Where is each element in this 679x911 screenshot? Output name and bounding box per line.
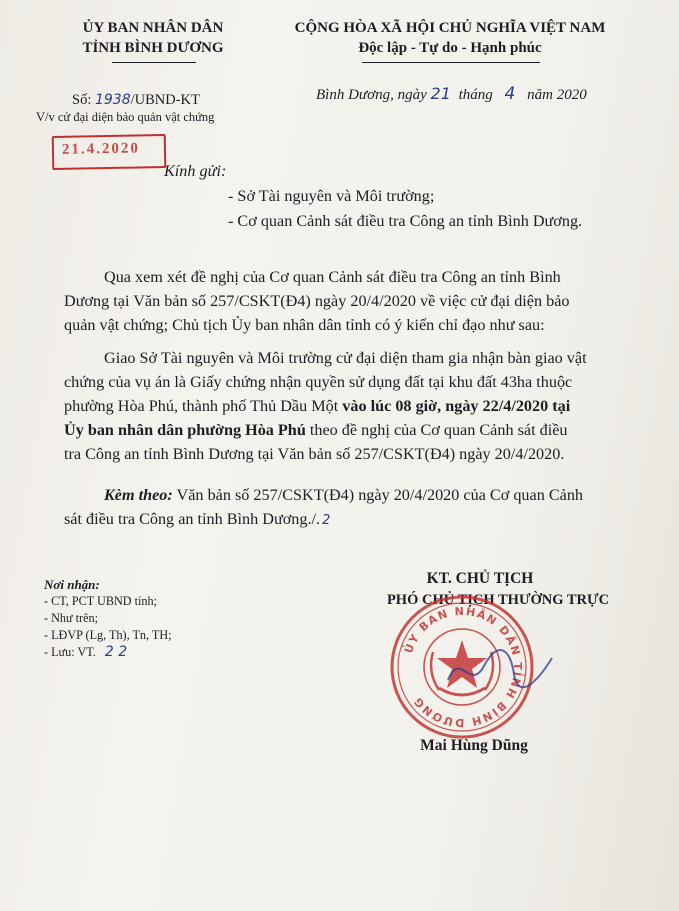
- distribution-list: [44, 576, 172, 661]
- recipient-to-1: - Sở Tài nguyên và Môi trường;: [228, 187, 435, 205]
- distribution-item: - Lưu: VT. 2 2: [44, 644, 128, 660]
- date-month-handwritten: 4: [504, 84, 516, 104]
- org-name-line2: TỈNH BÌNH DƯƠNG: [82, 40, 224, 56]
- document-number: Số: 1938/UBND-KT: [72, 92, 200, 108]
- body-paragraph-2: Giao Sở Tài nguyên và Môi trường cử đại diện tham gia nhận bàn giao vật chứng của vụ án là Giấy chứng nhận quyền sử dụng đất tại khu đất 43ha thuộc phường Hòa Phú, thành phố Thủ Dầu Một vào lúc 08 giờ, ngày 22/4/2020 tại Ủy ban nhân dân phường Hòa Phú theo đề nghị của Cơ quan Cảnh sát điều tra Công an tỉnh Bình Dương tại Văn bản số 257/CSKT(Đ4) ngày 20/4/2020.: [64, 349, 587, 463]
- distribution-title: Nơi nhận:: [44, 577, 100, 592]
- distribution-item: - LĐVP (Lg, Th), Tn, TH;: [44, 628, 172, 642]
- recipient-to-2: - Cơ quan Cảnh sát điều tra Công an tỉnh Bình Dương.: [228, 212, 583, 230]
- handwritten-signature: [440, 640, 560, 700]
- signature-position: PHÓ CHỦ TỊCH THƯỜNG TRỰC: [386, 592, 610, 608]
- nation-title: CỘNG HÒA XÃ HỘI CHỦ NGHĨA VIỆT NAM: [294, 20, 606, 36]
- signature-on-behalf: KT. CHỦ TỊCH: [426, 570, 534, 587]
- date-day-handwritten: 21: [430, 84, 451, 103]
- document-number-handwritten: 1938: [94, 92, 131, 108]
- signer-name: Mai Hùng Dũng: [420, 737, 528, 754]
- motto: Độc lập - Tự do - Hạnh phúc: [358, 40, 542, 56]
- distribution-item: - Như trên;: [44, 611, 98, 625]
- distribution-item: - CT, PCT UBND tỉnh;: [44, 594, 157, 608]
- initials-handwritten: 2: [322, 513, 331, 528]
- place-date: Bình Dương, ngày 21 tháng 4 năm 2020: [316, 84, 587, 104]
- org-underline: [112, 62, 196, 63]
- salutation: Kính gửi:: [164, 162, 227, 180]
- body-paragraph-3: Kèm theo: Văn bản số 257/CSKT(Đ4) ngày 20/4/2020 của Cơ quan Cảnh sát điều tra Công an tỉnh Bình Dương./. 2: [64, 486, 584, 528]
- org-name-line1: ỦY BAN NHÂN DÂN: [82, 20, 224, 36]
- archive-count-handwritten: 2 2: [104, 644, 128, 660]
- received-stamp: 21.4.2020: [52, 134, 167, 170]
- document-subject: V/v cử đại diện bảo quản vật chứng: [36, 110, 215, 124]
- svg-text:ỦY BAN NHÂN DÂN TỈNH BÌNH DƯƠN: ỦY BAN NHÂN DÂN TỈNH BÌNH DƯƠNG: [401, 604, 525, 730]
- body-paragraph-1: Qua xem xét đề nghị của Cơ quan Cảnh sát điều tra Công an tỉnh Bình Dương tại Văn bản số 257/CSKT(Đ4) ngày 20/4/2020 về việc cử đại diện bảo quản vật chứng; Chủ tịch Ủy ban nhân dân tỉnh có ý kiến chỉ đạo như sau:: [64, 268, 570, 334]
- motto-underline: [362, 62, 540, 63]
